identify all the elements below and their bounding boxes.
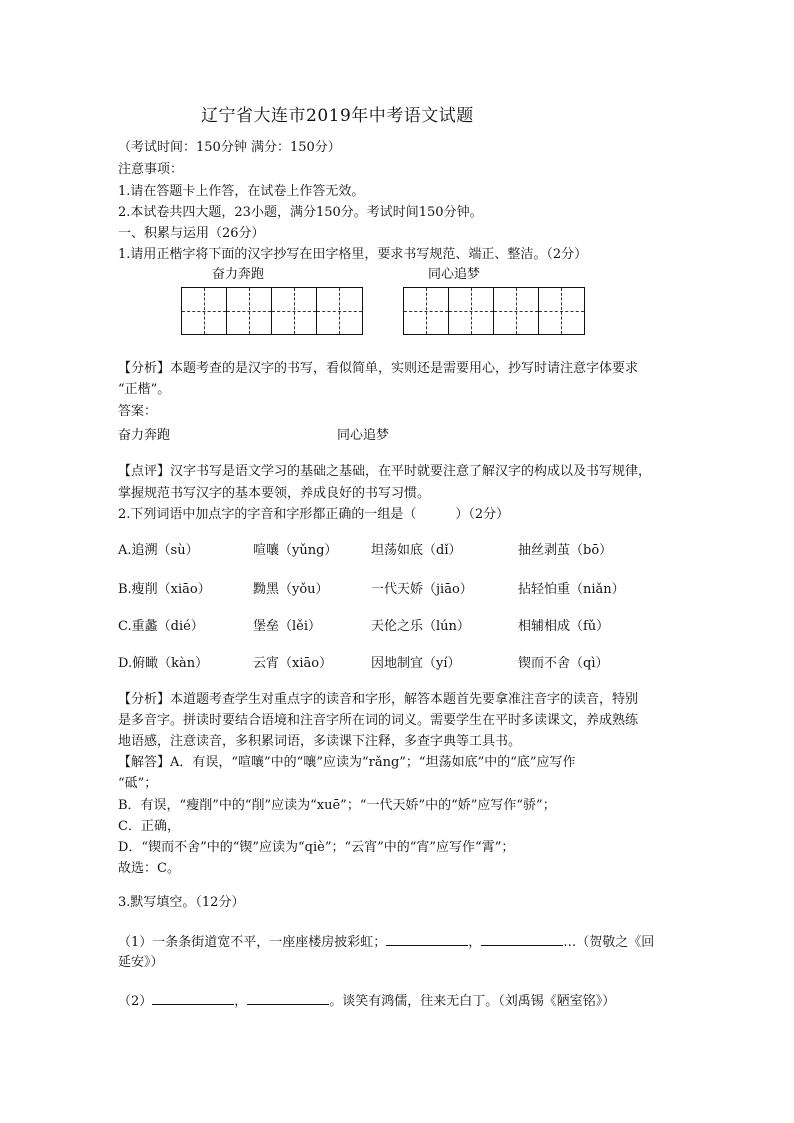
tianzige-grid-left[interactable]: [181, 287, 363, 335]
fill-blank[interactable]: [386, 931, 468, 946]
analysis-text: 【分析】本题考查的是汉字的书写，看似简单，实则还是需要用心，抄写时请注意字体要求: [118, 361, 639, 376]
tianzige-cell[interactable]: [317, 288, 362, 334]
fill-blank[interactable]: [152, 990, 234, 1005]
analysis-text: 【分析】本道题考查学生对重点字的读音和字形，解答本题首先要拿准注音字的读音，特别: [118, 692, 639, 707]
solution-text: 故选：C。: [118, 861, 180, 876]
option-b-4: 拈轻怕重（niǎn）: [518, 582, 625, 597]
tianzige-cell[interactable]: [404, 288, 449, 334]
comment-text: 掌握规范书写汉字的基本要领，养成良好的书写习惯。: [118, 486, 431, 501]
option-d-3: 因地制宜（yí）: [371, 656, 461, 671]
question-prompt: 2.下列词语中加点字的字音和字形都正确的一组是（ ）（2分）: [118, 507, 510, 522]
answer-label: 答案：: [118, 404, 158, 419]
option-c-4: 相辅相成（fǔ）: [518, 619, 610, 634]
tianzige-cell[interactable]: [539, 288, 584, 334]
answer-right: 同心追梦: [337, 428, 390, 443]
tianzige-cell[interactable]: [272, 288, 317, 334]
fill-item-2: [118, 990, 615, 1012]
copy-word-left: 奋力奔跑: [212, 267, 265, 282]
solution-text: “砥”；: [118, 776, 158, 791]
option-a-3: 坦荡如底（dǐ）: [371, 543, 462, 558]
fill-sep: ，: [234, 994, 248, 1009]
tianzige-cell[interactable]: [449, 288, 494, 334]
option-b-1: B.瘦削（xiāo）: [118, 582, 211, 597]
fill-item-1-wrap: 延安》）: [118, 955, 164, 970]
option-d-2: 云宵（xiāo）: [253, 656, 333, 671]
option-c-1: C.重蠡（dié）: [118, 619, 204, 634]
option-d-4: 锲而不舍（qì）: [518, 656, 609, 671]
answer-left: 奋力奔跑: [118, 428, 171, 443]
fill-blank[interactable]: [247, 990, 329, 1005]
question-prompt: 1.请用正楷字将下面的汉字抄写在田字格里，要求书写规范、端正、整洁。（2分）: [118, 247, 588, 262]
option-b-3: 一代天娇（jiāo）: [371, 582, 473, 597]
fill-item-1-source: …（贺敬之《回: [563, 935, 655, 950]
tianzige-grid-right[interactable]: [403, 287, 585, 335]
option-b-2: 黝黑（yǒu）: [253, 582, 329, 597]
fill-item-1-text: （1）一条条街道宽不平，一座座楼房披彩虹；: [118, 935, 387, 950]
note-line: 1.请在答题卡上作答，在试卷上作答无效。: [118, 184, 365, 199]
copy-word-right: 同心追梦: [428, 267, 481, 282]
solution-text: 【解答】A．有误，“喧嚷”中的“嚷”应读为“rǎng”；“坦荡如底”中的“底”应写作: [118, 755, 576, 770]
analysis-text: “正楷”。: [118, 382, 171, 397]
comment-text: 【点评】汉字书写是语文学习的基础之基础，在平时就要注意了解汉字的构成以及书写规律，: [118, 464, 652, 479]
option-c-2: 堡垒（lěi）: [253, 619, 322, 634]
fill-sep: ，: [468, 935, 482, 950]
page-title: 辽宁省大连市2019年中考语文试题: [201, 106, 474, 126]
solution-text: C．正确，: [118, 819, 180, 834]
option-c-3: 天伦之乐（lún）: [371, 619, 470, 634]
fill-item-2-num: （2）: [118, 994, 153, 1009]
fill-item-2-text: 。谈笑有鸿儒，往来无白丁。（刘禹锡《陋室铭》）: [329, 994, 616, 1009]
option-a-4: 抽丝剥茧（bō）: [518, 543, 613, 558]
fill-blank[interactable]: [481, 931, 563, 946]
analysis-text: 是多音字。拼读时要结合语境和注音字所在词的词义。需要学生在平时多读课文，养成熟练: [118, 713, 639, 728]
note-line: 2.本试卷共四大题，23小题，满分150分。考试时间150分钟。: [118, 205, 483, 220]
solution-text: D．“锲而不舍”中的“锲”应读为“qiè”；“云宵”中的“宵”应写作“霄”；: [118, 840, 515, 855]
notes-heading: 注意事项：: [118, 162, 184, 177]
analysis-text: 地语感，注意读音，多积累词语，多读课下注释，多查字典等工具书。: [118, 734, 522, 749]
tianzige-cell[interactable]: [227, 288, 272, 334]
option-a-2: 喧嚷（yǔng）: [253, 543, 338, 558]
solution-text: B．有误，“瘦削”中的“削”应读为“xuē”；“一代天娇”中的“娇”应写作“骄”；: [118, 798, 556, 813]
tianzige-cell[interactable]: [182, 288, 227, 334]
option-a-1: A.追溯（sù）: [118, 543, 199, 558]
option-d-1: D.俯瞰（kàn）: [118, 656, 209, 671]
question-prompt: 3.默写填空。（12分）: [118, 895, 245, 910]
exam-info: （考试时间：150分钟 满分：150分）: [118, 140, 341, 155]
fill-item-1: [118, 931, 654, 953]
section-heading: 一、积累与运用（26分）: [118, 226, 265, 241]
tianzige-cell[interactable]: [494, 288, 539, 334]
